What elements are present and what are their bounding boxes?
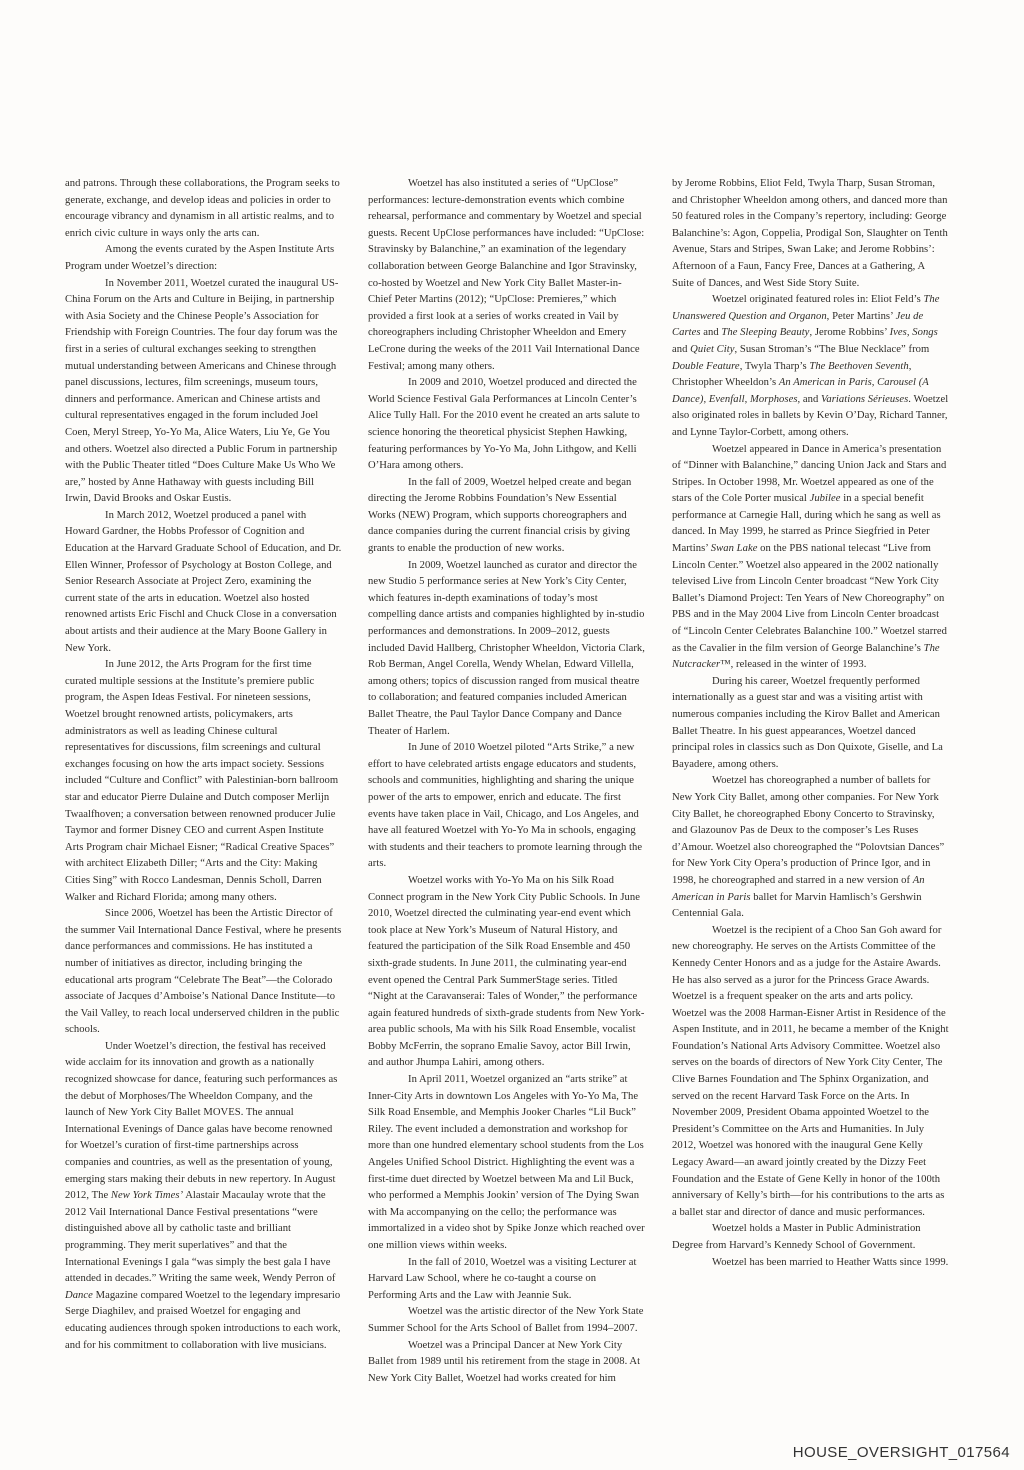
paragraph: In March 2012, Woetzel produced a panel with Howard Gardner, the Hobbs Professor of Cognition and Education at the Harvard Graduate School of Education, and Dr. Ellen Winner, Professor of Psychology at Boston College, and Senior Research Associate at Project Zero, examining the current state of the arts in education. Woetzel also hosted renowned artists Eric Fischl and Chuck Close in a conversation about artists and their audience at the Mary Boone Gallery in New York. xyxy=(65,509,342,654)
text-column-1 xyxy=(65,176,342,1354)
paragraph: Woetzel appeared in Dance in America’s presentation of “Dinner with Balanchine,” dancing Union Jack and Stars and Stripes. In October 1998, Mr. Woetzel appeared as one of the stars of the Cole Porter musical Jubilee in a special benefit performance at Carnegie Hall, during which he sang as well as danced. In May 1999, he starred as Prince Siegfried in Peter Martins’ Swan Lake on the PBS national telecast “Live from Lincoln Center.” Woetzel also appeared in the 2002 nationally televised Live from Lincoln Center broadcast “New York City Ballet’s Diamond Project: Ten Years of New Choreography” on PBS and in the May 2004 Live from Lincoln Center broadcast of “Lincoln Center Celebrates Balanchine 100.” Woetzel starred as the Cavalier in the film version of George Balanchine’s The Nutcracker™, released in the winter of 1993. xyxy=(672,443,948,671)
paragraph: In June 2012, the Arts Program for the first time curated multiple sessions at the Institute’s premiere public program, the Aspen Ideas Festival. For nineteen sessions, Woetzel brought renowned artists, policymakers, arts administrators as well as leading Chinese cultural representatives for discussions, film screenings and cultural exchanges focusing on how the arts impact society. Sessions included “Culture and Conflict” with Palestinian-born ballroom star and educator Pierre Dulaine and Dutch composer Merlijn Twaalfhoven; a conversation between renowned producer Julie Taymor and former Disney CEO and current Aspen Institute Arts Program chair Michael Eisner; “Radical Creative Spaces” with architect Elizabeth Diller; “Arts and the City: Making Cities Sing” with Rocco Landesman, Dennis Scholl, Darren Walker and Richard Florida; among many others. xyxy=(65,659,339,903)
paragraph: In November 2011, Woetzel curated the inaugural US-China Forum on the Arts and Culture in Beijing, in partnership with Asia Society and the Chinese People’s Association for Friendship with Foreign Countries. The four day forum was the first in a series of cultural exchanges seeking to strengthen mutual understanding between Americans and Chinese through panel discussions, lectures, film screenings, museum tours, dinners and performance. American and Chinese artists and cultural representatives engaged in the forum included Joel Coen, Meryl Streep, Yo-Yo Ma, Alice Waters, Liu Ye, Ge You and others. Woetzel also directed a Public Forum in partnership with the Public Theater titled “Does Culture Make Us Who We are,” hosted by Anne Hathaway with guests including Bill Irwin, David Brooks and Oskar Eustis. xyxy=(65,277,339,505)
paragraph: In June of 2010 Woetzel piloted “Arts Strike,” a new effort to have celebrated artists engage educators and students, schools and communities, highlighting and sharing the unique power of the arts to empower, enrich and educate. The first events have taken place in Vail, Chicago, and Los Angeles, and have all featured Woetzel with Yo-Yo Ma in schools, engaging with students and their teachers to promote learning through the arts. xyxy=(368,742,643,870)
paragraph: Woetzel has choreographed a number of ballets for New York City Ballet, among other companies. For New York City Ballet, he choreographed Ebony Concerto to Stravinsky, and Glazounov Pas de Deux to the composer’s Les Ruses d’Amour. Woetzel also choreographed the “Polovtsian Dances” for New York City Opera’s production of Prince Igor, and in 1998, he choreographed and starred in a new version of An American in Paris ballet for Marvin Hamlisch’s Gershwin Centennial Gala. xyxy=(672,775,945,920)
text-column-3 xyxy=(672,176,949,1271)
paragraph: Woetzel was a Principal Dancer at New York City Ballet from 1989 until his retirement from the stage in 2008. At New York City Ballet, Woetzel had works created for him xyxy=(368,1339,641,1384)
paragraph: Woetzel has been married to Heather Watts since 1999. xyxy=(712,1256,949,1268)
paragraph: Under Woetzel’s direction, the festival has received wide acclaim for its innovation and growth as a nationally recognized showcase for dance, featuring such performances as the debut of Morphoses/The Wheeldon Company, and the launch of New York City Ballet MOVES. The annual International Evenings of Dance galas have become renowned for Woetzel’s curation of first-time partnerships across companies and countries, as well as the presentation of young, emerging stars making their debuts in new repertory. In August 2012, The New York Times’ Alastair Macaulay wrote that the 2012 Vail International Dance Festival presentations “were distinguished above all by catholic taste and brilliant programming. They merit superlatives” and that the International Evenings I gala “was simply the best gala I have attended in decades.” Writing the same week, Wendy Perron of Dance Magazine compared Woetzel to the legendary impresario Serge Diaghilev, and praised Woetzel for engaging and educating audiences through spoken introductions to each work, and for his commitment to collaboration with live musicians. xyxy=(65,1040,341,1351)
paragraph: Woetzel is the recipient of a Choo San Goh award for new choreography. He serves on the Artists Committee of the Kennedy Center Honors and as a judge for the Astaire Awards. He has also served as a juror for the Princess Grace Awards. Woetzel is a frequent speaker on the arts and arts policy. Woetzel was the 2008 Harman-Eisner Artist in Residence of the Aspen Institute, and in 2011, he became a member of the Knight Foundation’s National Arts Advisory Committee. Woetzel also serves on the boards of directors of New York City Center, The Clive Barnes Foundation and The Sphinx Organization, and served on the recent Harvard Task Force on the Arts. In November 2009, President Obama appointed Woetzel to the President’s Committee on the Arts and Humanities. In July 2012, Woetzel was honored with the inaugural Gene Kelly Legacy Award—an award jointly created by the Dizzy Feet Foundation and the Estate of Gene Kelly in honor of the 100th anniversary of Kelly’s birth—for his contributions to the arts as a ballet star and director of dance and music performances. xyxy=(672,924,949,1218)
paragraph: and patrons. Through these collaborations, the Program seeks to generate, exchange, and develop ideas and policies in order to encourage vibrancy and dynamism in all artistic realms, and to enrich civic culture in ways only the arts can. xyxy=(65,178,340,239)
paragraph: In the fall of 2009, Woetzel helped create and began directing the Jerome Robbins Foundation’s New Essential Works (NEW) Program, which supports choreographers and dance companies during the current financial crisis by giving grants to enable the production of new works. xyxy=(368,476,632,555)
paragraph: In 2009, Woetzel launched as curator and director the new Studio 5 performance series at New York’s City Center, which features in-depth examinations of today’s most compelling dance artists and companies highlighted by in-studio performances and demonstrations. In 2009–2012, guests included David Hallberg, Christopher Wheeldon, Victoria Clark, Rob Berman, Angel Corella, Wendy Whelan, Edward Villella, among others; topics of discussion ranged from musical theatre to collaboration; and featured companies included American Ballet Theatre, the Paul Taylor Dance Company and Dance Theater of Harlem. xyxy=(368,559,645,737)
paragraph: Woetzel holds a Master in Public Administration Degree from Harvard’s Kennedy School of Government. xyxy=(672,1223,921,1251)
paragraph: Among the events curated by the Aspen Institute Arts Program under Woetzel’s direction: xyxy=(65,244,335,272)
text-column-2 xyxy=(368,176,645,1387)
paragraph: Woetzel works with Yo-Yo Ma on his Silk Road Connect program in the New York City Public Schools. In June 2010, Woetzel directed the culminating year-end event which took place at New York’s Museum of Natural History, and featured the participation of the Silk Road Ensemble and 450 sixth-grade students. In June 2011, the culminating year-end event opened the Central Park SummerStage series. Titled “Night at the Caravanserai: Tales of Wonder,” the performance again featured hundreds of sixth-grade students from New York-area public schools, Ma with his Silk Road Ensemble, vocalist Bobby McFerrin, the soprano Emalie Savoy, actor Bill Irwin, and author Jhumpa Lahiri, among others. xyxy=(368,874,645,1069)
paragraph: In 2009 and 2010, Woetzel produced and directed the World Science Festival Gala Performances at Lincoln Center’s Alice Tully Hall. For the 2010 event he created an arts salute to science honoring the theoretical physicist Stephen Hawking, featuring performances by Yo-Yo Ma, John Lithgow, and Kelli O’Hara among others. xyxy=(368,377,640,472)
paragraph: In April 2011, Woetzel organized an “arts strike” at Inner-City Arts in downtown Los Angeles with Yo-Yo Ma, The Silk Road Ensemble, and Memphis Jooker Charles “Lil Buck” Riley. The event included a demonstration and workshop for more than one hundred elementary school students from the Los Angeles Unified School District. Highlighting the event was a first-time duet directed by Woetzel between Ma and Lil Buck, who performed a Memphis Jookin’ version of The Dying Swan with Ma accompanying on the cello; the performance was immortalized in a video shot by Spike Jonze which reached over one million views within weeks. xyxy=(368,1074,645,1251)
paragraph: by Jerome Robbins, Eliot Feld, Twyla Tharp, Susan Stroman, and Christopher Wheeldon among others, and danced more than 50 featured roles in the Company’s repertory, including: George Balanchine’s: Agon, Coppelia, Prodigal Son, Slaughter on Tenth Avenue, Stars and Stripes, Swan Lake; and Jerome Robbins’: Afternoon of a Faun, Fancy Free, Dances at a Gathering, A Suite of Dances, and West Side Story Suite. xyxy=(672,178,948,289)
paragraph: Since 2006, Woetzel has been the Artistic Director of the summer Vail International Dance Festival, where he presents dance performances and commissions. He has instituted a number of initiatives as director, including bringing the educational arts program “Celebrate The Beat”—the Colorado associate of Jacques d’Amboise’s National Dance Institute—to the Vail Valley, to reach local underserved children in the public schools. xyxy=(65,908,342,1036)
paragraph: During his career, Woetzel frequently performed internationally as a guest star and was a visiting artist with numerous companies including the Kirov Ballet and American Ballet Theatre. In his guest appearances, Woetzel danced principal roles in classics such as Don Quixote, Giselle, and La Bayadere, among others. xyxy=(672,675,943,770)
paragraph: Woetzel originated featured roles in: Eliot Feld’s The Unanswered Question and Organon, Peter Martins’ Jeu de Cartes and The Sleeping Beauty, Jerome Robbins’ Ives, Songs and Quiet City, Susan Stroman’s “The Blue Necklace” from Double Feature, Twyla Tharp’s The Beethoven Seventh, Christopher Wheeldon’s An American in Paris, Carousel (A Dance), Evenfall, Morphoses, and Variations Sérieuses. Woetzel also originated roles in ballets by Kevin O’Day, Richard Tanner, and Lynne Taylor-Corbett, among others. xyxy=(672,294,949,438)
paragraph: In the fall of 2010, Woetzel was a visiting Lecturer at Harvard Law School, where he co-taught a course on Performing Arts and the Law with Jeannie Suk. xyxy=(368,1256,637,1301)
paragraph: Woetzel has also instituted a series of “UpClose” performances: lecture-demonstration events which combine rehearsal, performance and commentary by Woetzel and special guests. Recent UpClose performances have included: “UpClose: Stravinsky by Balanchine,” an examination of the legendary collaboration between George Balanchine and Igor Stravinsky, co-hosted by Woetzel and New York City Ballet Master-in-Chief Peter Martins (2012); “UpClose: Premieres,” which provided a first look at a series of works created in Vail by choreographers including Christopher Wheeldon and Emery LeCrone during the weeks of the 2011 Vail International Dance Festival; among many others. xyxy=(368,178,645,372)
bates-stamp-label: HOUSE_OVERSIGHT_017564 xyxy=(792,1444,1010,1461)
paragraph: Woetzel was the artistic director of the New York State Summer School for the Arts School of Ballet from 1994–2007. xyxy=(368,1306,644,1334)
